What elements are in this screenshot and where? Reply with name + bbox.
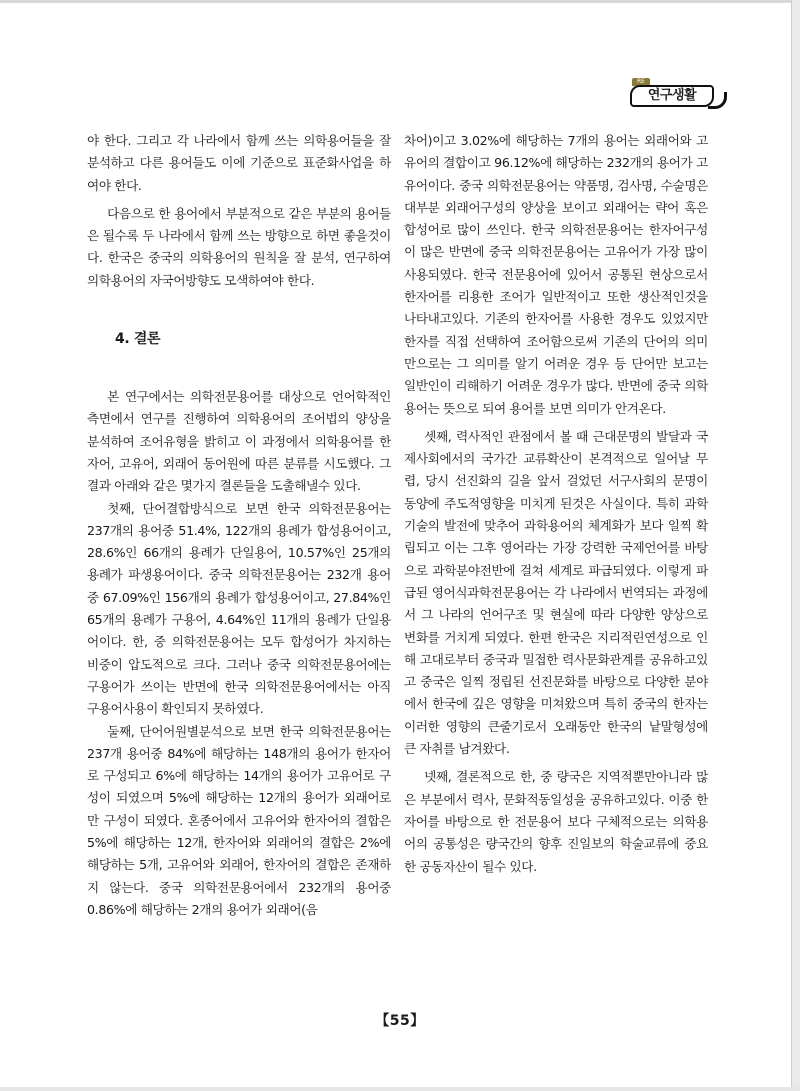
- badge-tab: RE: [632, 78, 650, 86]
- paragraph: 차어)이고 3.02%에 해당하는 7개의 용어는 외래어와 고유어의 결합이고 96.12%에 해당하는 232개의 용어가 고유어이다. 중국 의학전문용어는 약품명, 검사명, 수술명은 대부분 외래어구성의 양상을 보이고 외래어는 략어 혹은 합성어로 많이 쓰인다. 한국 의학전문용어는 한자어구성이 많은 반면에 중국 의학전문용어는 고유어가 가장 많이 사용되였다. 한국 전문용어에 있어서 공통된 현상으로서 한자어를 리용한 조어가 일반적이고 또한 생산적인것을 나타내고있다. 기존의 한자어를 사용한 경우도 있었지만 한자를 직접 선택하여 조어함으로써 기존의 단어의 의미만으로는 그 의미를 알기 어려운 경우 등 단어만 보고는 일반인이 리해하기 어려운 경우가 많다. 반면에 중국 의학용어는 뜻으로 되여 용어를 보면 의미가 안겨온다.: [404, 133, 708, 416]
- paragraph: 셋째, 력사적인 관점에서 볼 때 근대문명의 발달과 국제사회에서의 국가간 교류확산이 본격적으로 일어날 무렵, 당시 선진화의 길을 앞서 걸었던 서구사회의 문명이 동양에 주도적영향을 미치게 된것은 사실이다. 특히 과학기술의 발전에 맞추어 과학용어의 체계화가 보다 일찍 확립되고 이는 그후 영어라는 가장 강력한 국제언어를 바탕으로 과학분야전반에 걸쳐 세계로 파급되였다. 이렇게 파급된 영어식과학전문용어는 각 나라에서 번역되는 과정에서 그 나라의 언어구조 및 현실에 따라 다양한 양상으로 변화를 거치게 되였다. 한편 한국은 지리적린연성으로 인해 고대로부터 중국과 밀접한 력사문화관계를 공유하고있고 중국은 일찍 정립된 선진문화를 바탕으로 다양한 분야에서 한국에 깊은 영향을 미쳐왔으며 특히 중국의 한자는 이러한 영향의 큰줄기로서 오래동안 한국의 낱말형성에 큰 자취를 남겨왔다.: [404, 428, 708, 757]
- badge-label: 연구생활: [630, 85, 714, 107]
- page-number: 【55】: [375, 1013, 425, 1029]
- page-top-border: [0, 0, 800, 3]
- left-column: [87, 130, 391, 921]
- badge-swirl-icon: [708, 92, 727, 109]
- paragraph: 본 연구에서는 의학전문용어를 대상으로 언어학적인 측면에서 연구를 진행하여 의학용어의 조어법의 양상을 분석하여 조어유형을 밝히고 이 과정에서 의학용어를 한자어, 고유어, 외래어 동어원에 따른 분류를 시도했다. 그 결과 아래와 같은 몇가지 결론들을 도출해낼수 있다.: [87, 389, 391, 494]
- page-right-border: [791, 0, 800, 1091]
- paragraph: 둘째, 단어어원별분석으로 보면 한국 의학전문용어는 237개 용어중 84%에 해당하는 148개의 용어가 한자어로 구성되고 6%에 해당하는 14개의 용어가 고유어로 구성이 되였으며 5%에 해당하는 12개의 용어가 외래어로만 구성이 되였다. 혼종어에서 고유어와 한자어의 결합은 5%에 해당하는 12개, 한자어와 외래어의 결합은 2%에 해당하는 5개, 고유어와 외래어, 한자어의 결합은 존재하지 않는다. 중국 의학전문용어에서 232개의 용어중 0.86%에 해당하는 2개의 용어가 외래어(음: [87, 723, 391, 917]
- right-column: [404, 130, 708, 878]
- paragraph: 야 한다. 그리고 각 나라에서 함께 쓰는 의학용어들을 잘 분석하고 다른 용어들도 이에 기준으로 표준화사업을 하여야 한다.: [87, 133, 391, 193]
- paragraph: 첫째, 단어결합방식으로 보면 한국 의학전문용어는 237개의 용어중 51.4%, 122개의 용례가 합성용어이고, 28.6%인 66개의 용례가 단일용어, 10.57%인 25개의 용례가 파생용어이다. 중국 의학전문용어는 232개 용어중 67.09%인 156개의 용례가 합성용어이고, 27.84%인 65개의 용례가 구용어, 4.64%인 11개의 용례가 단일용어이다. 한, 중 의학전문용어는 모두 합성어가 차지하는 비중이 압도적으로 크다. 그러나 중국 의학전문용어에는 구용어가 쓰이는 반면에 한국 의학전문용어에서는 아직 구용어사용이 확인되지 못하였다.: [87, 500, 391, 717]
- page-bottom-border: [0, 1087, 800, 1091]
- paragraph: 다음으로 한 용어에서 부분적으로 같은 부분의 용어들은 될수록 두 나라에서 함께 쓰는 방향으로 하면 좋을것이다. 한국은 중국의 의학용어의 원칙을 잘 분석, 연구하여 의학용어의 자국어방향도 모색하여야 한다.: [87, 205, 391, 288]
- section-badge: [628, 78, 728, 108]
- paragraph: 넷째, 결론적으로 한, 중 량국은 지역적뿐만아니라 많은 부분에서 력사, 문화적동일성을 공유하고있다. 이중 한자어를 바탕으로 한 전문용어 보다 구체적으로는 의학용어의 공통성은 량국간의 향후 진일보의 학술교류에 중요한 공동자산이 될수 있다.: [404, 769, 708, 874]
- section-heading: 4. 결론: [115, 331, 161, 348]
